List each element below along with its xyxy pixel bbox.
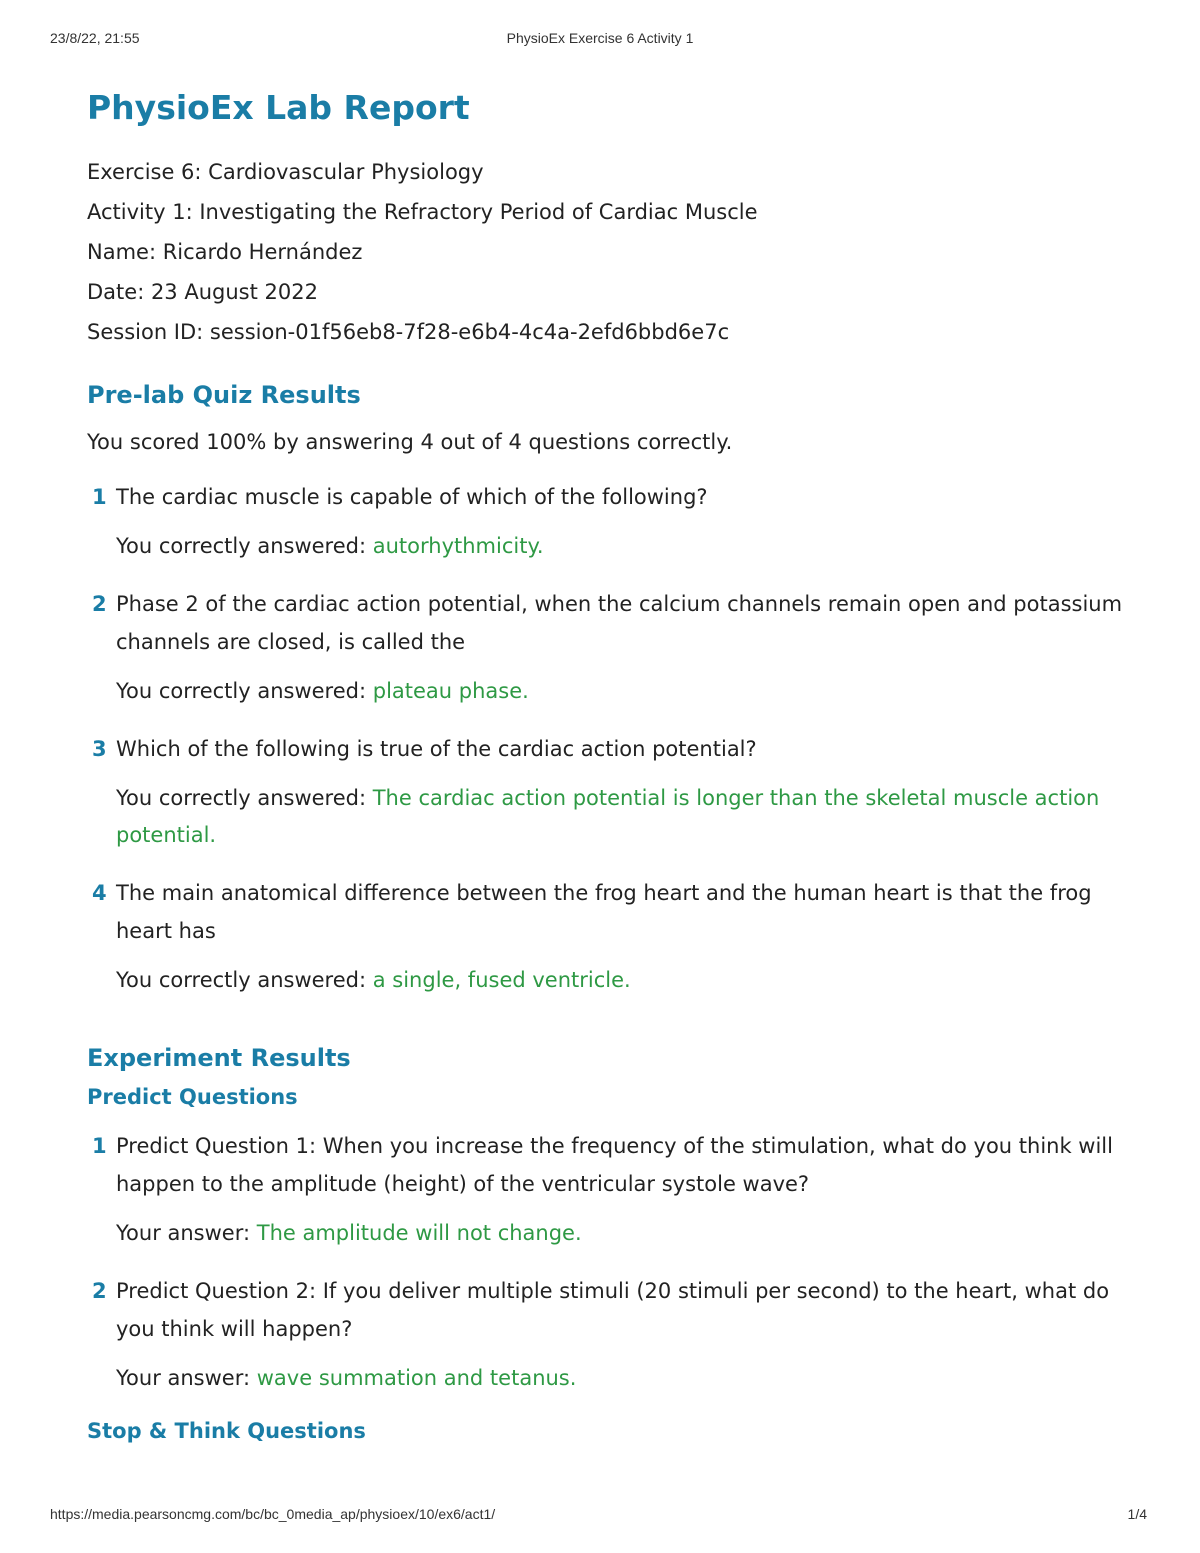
answer-prefix: You correctly answered:: [116, 534, 373, 558]
answer-value: plateau phase.: [372, 679, 529, 703]
question-answer: [116, 528, 1147, 565]
answer-value: a single, fused ventricle.: [372, 968, 631, 992]
predict-question-2: [87, 1272, 1147, 1397]
question-number: 1: [92, 485, 107, 509]
answer-prefix: Your answer:: [116, 1366, 257, 1390]
prelab-question-3: [87, 730, 1147, 854]
print-header: [0, 30, 1200, 50]
question-text: Phase 2 of the cardiac action potential, when the calcium channels remain open and potassium channels are closed, is called the: [116, 592, 1123, 654]
prelab-question-4: [87, 874, 1147, 999]
question-number: 4: [92, 881, 107, 905]
question-text: Which of the following is true of the cardiac action potential?: [116, 737, 757, 761]
answer-value: wave summation and tetanus.: [256, 1366, 577, 1390]
report-content: [87, 86, 1147, 1461]
answer-prefix: You correctly answered:: [116, 968, 373, 992]
activity-line: Activity 1: Investigating the Refractory Period of Cardiac Muscle: [87, 200, 758, 224]
print-url: https://media.pearsoncmg.com/bc/bc_0media_ap/physioex/10/ex6/act1/: [50, 1506, 496, 1522]
print-datetime: 23/8/22, 21:55: [50, 30, 140, 46]
stop-think-heading: Stop & Think Questions: [87, 1419, 366, 1443]
question-answer: [116, 1215, 1147, 1252]
prelab-heading: Pre-lab Quiz Results: [87, 381, 361, 409]
print-footer: [0, 1506, 1200, 1526]
question-answer: [116, 962, 1147, 999]
experiment-results-heading: Experiment Results: [87, 1044, 351, 1072]
predict-question-1: [87, 1127, 1147, 1252]
report-title: PhysioEx Lab Report: [87, 88, 470, 127]
prelab-score-summary: You scored 100% by answering 4 out of 4 questions correctly.: [87, 430, 733, 454]
question-answer: [116, 780, 1147, 854]
answer-prefix: You correctly answered:: [116, 679, 373, 703]
question-text: The cardiac muscle is capable of which of the following?: [116, 485, 708, 509]
prelab-question-2: [87, 585, 1147, 710]
question-number: 2: [92, 592, 107, 616]
question-number: 3: [92, 737, 107, 761]
question-text: Predict Question 1: When you increase the frequency of the stimulation, what do you think will happen to the amplitude (height) of the ventricular systole wave?: [116, 1134, 1113, 1196]
answer-value: The amplitude will not change.: [256, 1221, 582, 1245]
name-line: Name: Ricardo Hernández: [87, 240, 363, 264]
page-number: 1/4: [1127, 1506, 1147, 1522]
question-number: 2: [92, 1279, 107, 1303]
answer-value: The cardiac action potential is longer than the skeletal muscle action potential.: [116, 786, 1100, 847]
question-text: Predict Question 2: If you deliver multiple stimuli (20 stimuli per second) to the heart, what do you think will happen?: [116, 1279, 1110, 1341]
print-page-title: PhysioEx Exercise 6 Activity 1: [506, 30, 694, 46]
answer-prefix: You correctly answered:: [116, 786, 373, 810]
question-text: The main anatomical difference between the frog heart and the human heart is that the frog heart has: [116, 881, 1092, 943]
exercise-line: Exercise 6: Cardiovascular Physiology: [87, 160, 484, 184]
predict-questions-heading: Predict Questions: [87, 1085, 298, 1109]
answer-prefix: Your answer:: [116, 1221, 257, 1245]
question-answer: [116, 673, 1147, 710]
date-line: Date: 23 August 2022: [87, 280, 318, 304]
question-number: 1: [92, 1134, 107, 1158]
prelab-question-1: [87, 478, 1147, 565]
session-id-line: Session ID: session-01f56eb8-7f28-e6b4-4c4a-2efd6bbd6e7c: [87, 320, 730, 344]
question-answer: [116, 1360, 1147, 1397]
answer-value: autorhythmicity.: [372, 534, 544, 558]
